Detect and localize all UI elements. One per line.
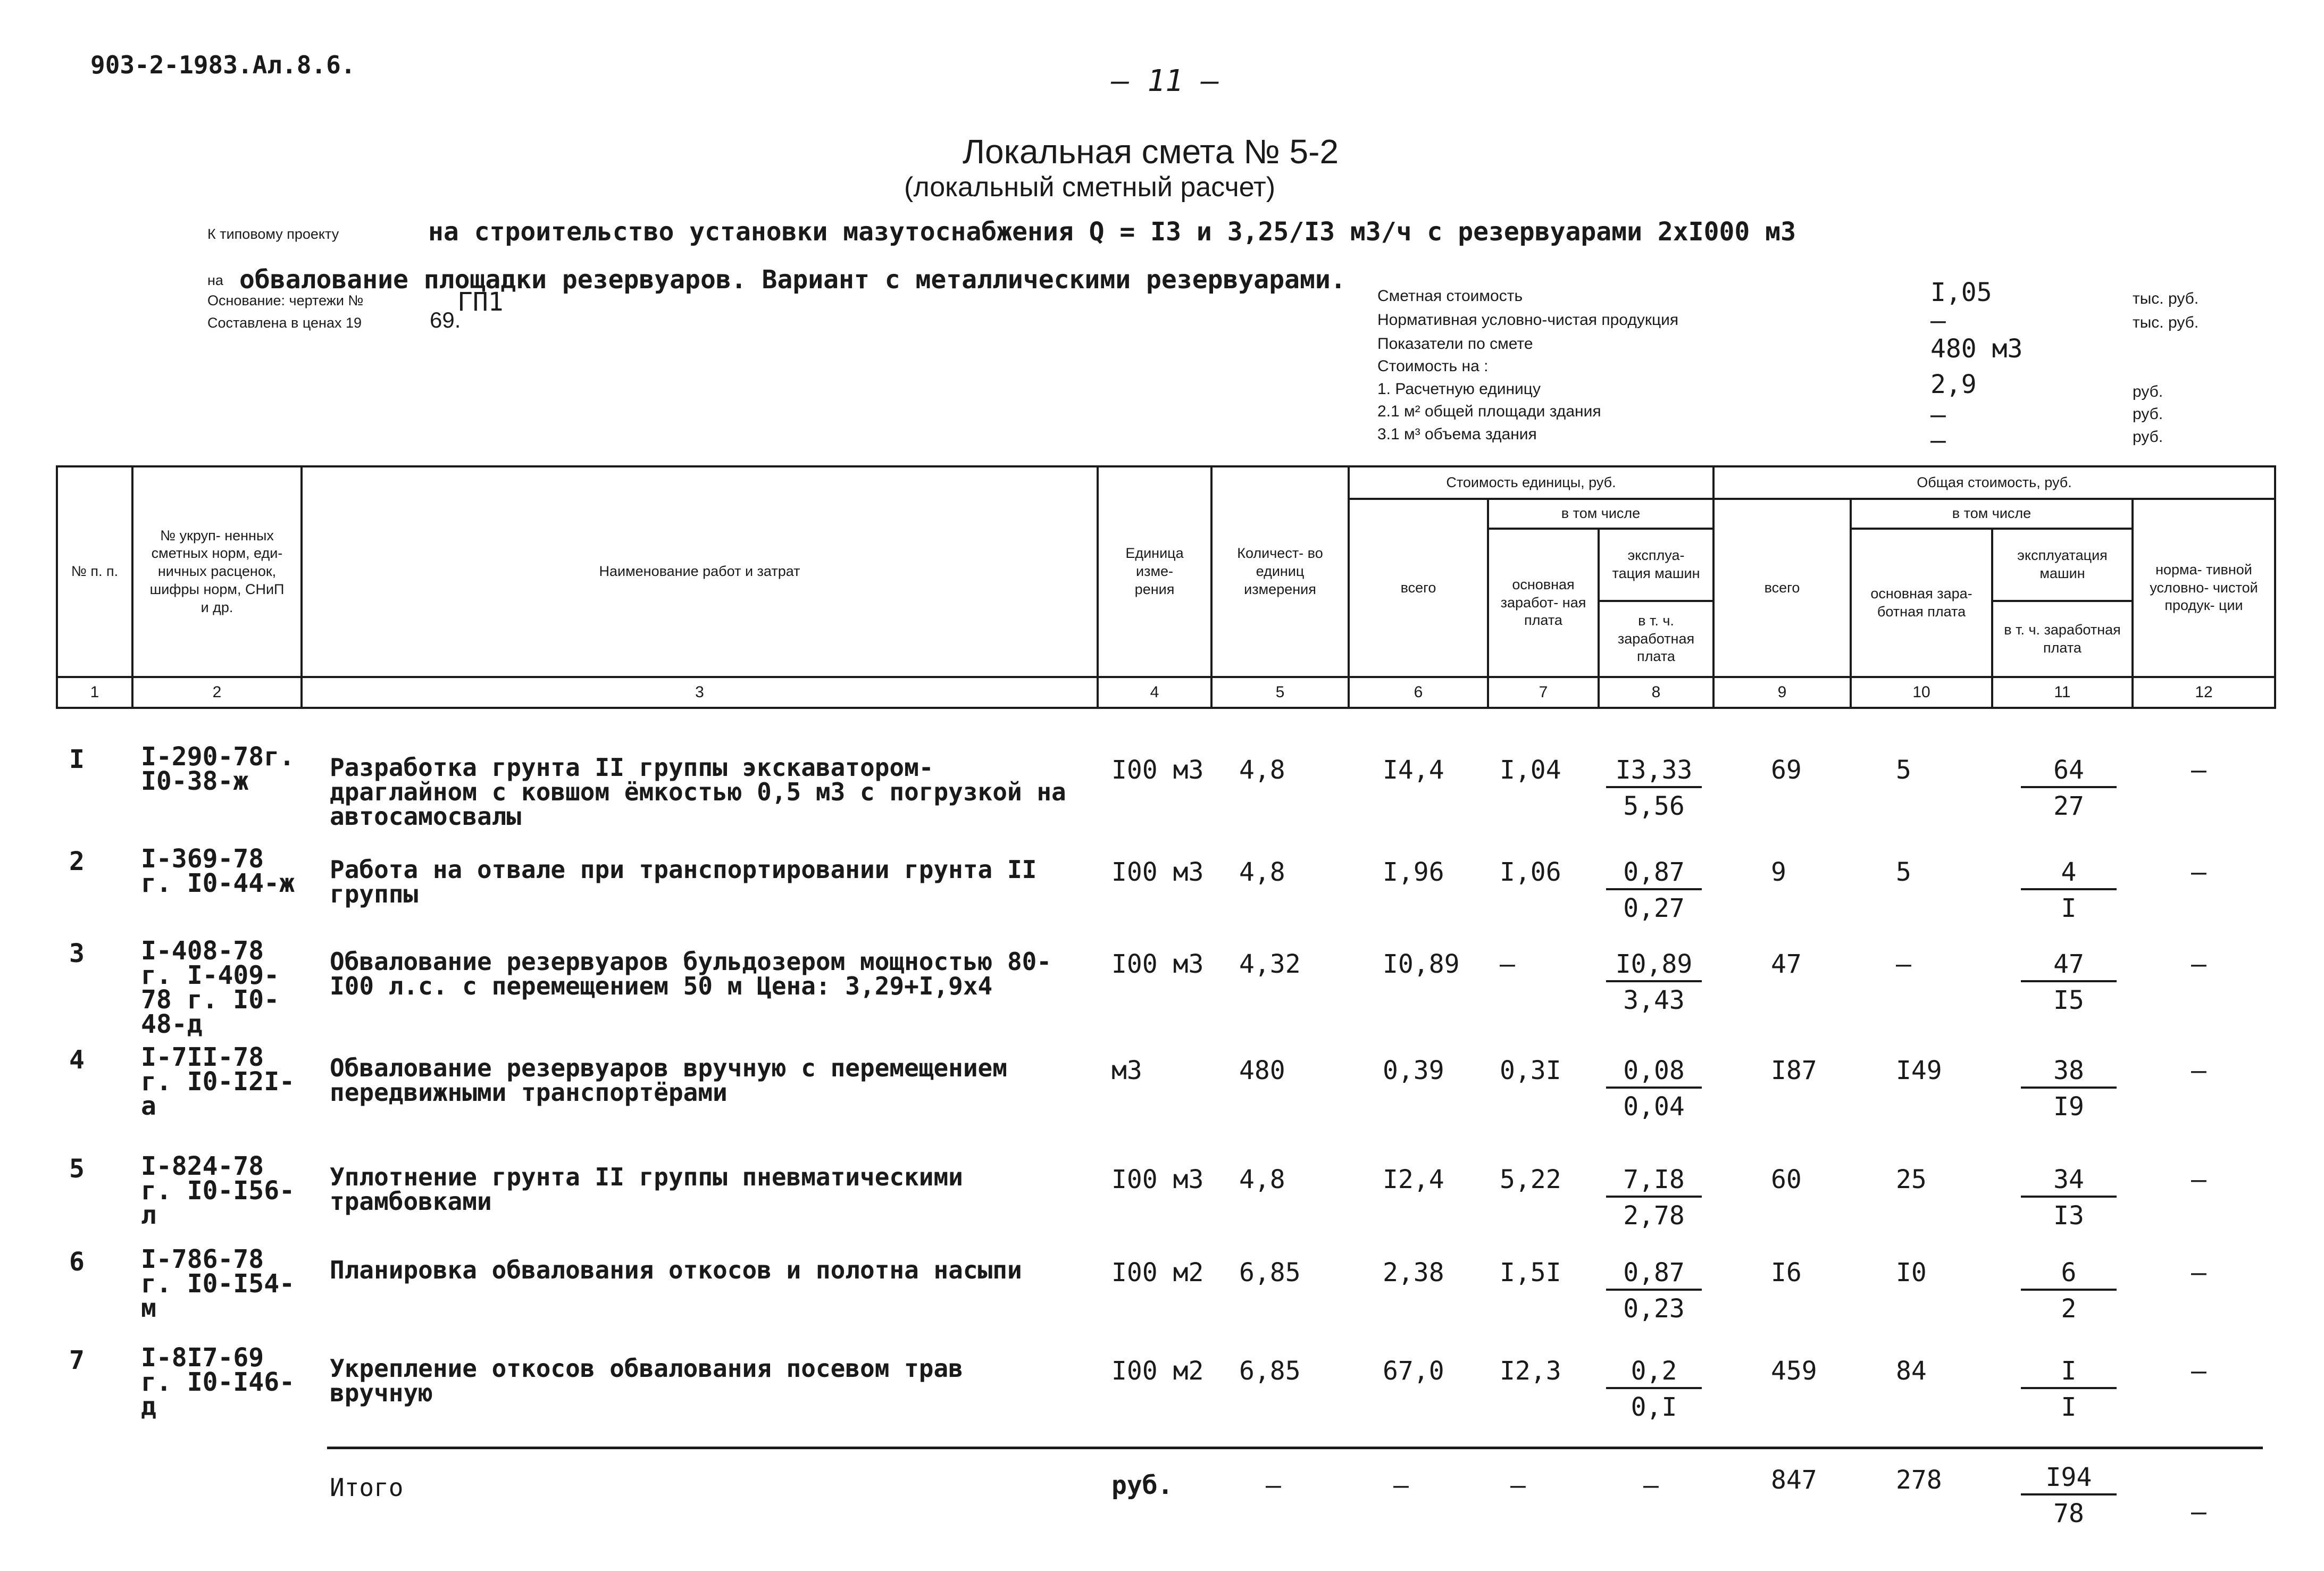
work-name: Укрепление откосов обвалования посевом трав вручную [330, 1354, 963, 1407]
prices-year: 69. [430, 307, 461, 332]
qty-cell: 4,32 [1239, 949, 1301, 979]
qty-cell: 4,8 [1239, 755, 1285, 785]
summary-value: – [1930, 425, 1946, 455]
header-col-11a [1991, 528, 2134, 602]
fraction-top: I94 [2021, 1463, 2117, 1495]
unit-total-cell: 67,0 [1383, 1356, 1444, 1386]
fraction-bottom: I5 [2053, 985, 2084, 1015]
unit-total-cell: 2,38 [1383, 1258, 1444, 1288]
header-col-11b [1991, 600, 2134, 678]
unit-cell: I00 м2 [1111, 1356, 1204, 1386]
norm-code: I-369-78 г. I0-44-ж [141, 844, 295, 898]
header-incl [1487, 498, 1715, 530]
row-number: 4 [69, 1045, 85, 1075]
unit-cell: м3 [1111, 1056, 1142, 1085]
basis-label: Основание: чертежи № [207, 293, 364, 308]
summary-label: 2.1 м² общей площади здания [1377, 403, 1601, 420]
fraction-bottom: I3 [2053, 1201, 2084, 1231]
total-cost-cell: 60 [1771, 1165, 1802, 1194]
header-col-9 [1712, 498, 1852, 678]
project-text: на строительство установки мазутоснабжения Q = I3 и 3,25/I3 м3/ч с резервуарами 2хI000 м3 [428, 217, 1796, 247]
total-wage-cell: 84 [1896, 1356, 1927, 1386]
col-number [1487, 676, 1600, 709]
col-number-label: 11 [2054, 683, 2071, 701]
col-number-label: 10 [1912, 683, 1930, 701]
col-number [2131, 676, 2276, 709]
total-unit: руб. [1111, 1470, 1173, 1500]
total-wage-cell: I0 [1896, 1258, 1927, 1288]
fraction-top: I [2021, 1356, 2117, 1389]
unit-machine-fraction [1606, 949, 1702, 1015]
total-cell: 847 [1771, 1465, 1817, 1495]
norm-code: I-786-78 г. I0-I54-м [141, 1244, 295, 1323]
summary-label: 1. Расчетную единицу [1377, 380, 1541, 398]
summary-label: Показатели по смете [1377, 335, 1533, 353]
summary-value: – [1930, 306, 1946, 336]
unit-machine-fraction [1606, 1165, 1702, 1231]
summary-unit: руб. [2133, 405, 2163, 423]
header-label: в т. ч. заработная плата [1617, 612, 1695, 665]
work-name: Обвалование резервуаров вручную с перемещением передвижными транспортёрами [330, 1054, 1007, 1107]
qty-cell: 4,8 [1239, 1165, 1285, 1194]
fraction-top: 64 [2021, 755, 2117, 788]
basis-value: ГП1 [457, 287, 504, 317]
col-number [1712, 676, 1852, 709]
unit-cell: I00 м3 [1111, 755, 1204, 785]
qty-cell: 6,85 [1239, 1356, 1301, 1386]
header-col-12 [2131, 498, 2276, 678]
work-text: обвалование площадки резервуаров. Вариант с металлическими резервуарами. [239, 265, 1346, 295]
summary-unit: тыс. руб. [2133, 314, 2199, 331]
fraction-bottom: I [2061, 1392, 2077, 1422]
fraction-top: 34 [2021, 1165, 2117, 1198]
fraction-top: 6 [2021, 1258, 2117, 1291]
net-product-cell: – [2191, 949, 2206, 979]
project-label: К типовому проекту [207, 226, 339, 242]
header-label: норма- тивной условно- чистой продук- ции [2150, 561, 2258, 614]
summary-label: Стоимость на : [1377, 357, 1489, 375]
total-cell: – [1643, 1470, 1659, 1500]
col-number [56, 676, 133, 709]
work-name: Планировка обвалования откосов и полотна насыпи [330, 1256, 1022, 1284]
summary-label: Сметная стоимость [1377, 287, 1523, 305]
header-col-1 [56, 465, 133, 678]
fraction-top: 4 [2021, 857, 2117, 890]
total-wage-cell: I49 [1896, 1056, 1942, 1085]
col-number-label: 7 [1539, 683, 1548, 701]
unit-wage-cell: – [1500, 949, 1515, 979]
header-col-3 [300, 465, 1099, 678]
unit-cell: I00 м3 [1111, 857, 1204, 887]
header-label: № п. п. [71, 563, 119, 580]
fraction-bottom: 2 [2061, 1294, 2077, 1324]
total-machine-fraction [2021, 1056, 2117, 1122]
unit-cell: I00 м3 [1111, 949, 1204, 979]
fraction-top: I0,89 [1606, 949, 1702, 982]
col-number-label: 4 [1150, 683, 1159, 701]
total-wage-cell: 5 [1896, 755, 1911, 785]
unit-cell: I00 м2 [1111, 1258, 1204, 1288]
unit-wage-cell: I,5I [1500, 1258, 1561, 1288]
total-cell: – [1510, 1470, 1526, 1500]
fraction-top: 7,I8 [1606, 1165, 1702, 1198]
fraction-bottom: 0,I [1631, 1392, 1677, 1422]
total-wage-cell: – [1896, 949, 1911, 979]
total-machine-fraction [2021, 1258, 2117, 1324]
total-machine-fraction [2021, 949, 2117, 1015]
fraction-bottom: 0,27 [1623, 893, 1685, 923]
page-number: — 11 — [1111, 64, 1219, 98]
total-cell: – [1266, 1470, 1281, 1500]
header-unit-cost [1348, 465, 1715, 500]
col-number [1991, 676, 2134, 709]
row-number: 6 [69, 1247, 85, 1277]
col-number [1598, 676, 1715, 709]
summary-unit: тыс. руб. [2133, 290, 2199, 307]
header-label: Единица изме- рения [1125, 545, 1184, 597]
total-cost-cell: 9 [1771, 857, 1786, 887]
header-col-5 [1210, 465, 1350, 678]
page-title: Локальная смета № 5-2 [963, 132, 1339, 171]
col-number-label: 8 [1651, 683, 1661, 701]
fraction-top: 38 [2021, 1056, 2117, 1089]
header-label: эксплуатация машин [2017, 547, 2108, 581]
work-name: Уплотнение грунта II группы пневматическими трамбовками [330, 1163, 963, 1216]
unit-wage-cell: 5,22 [1500, 1165, 1561, 1194]
col-number [1850, 676, 1993, 709]
total-cost-cell: 69 [1771, 755, 1802, 785]
unit-machine-fraction [1606, 1258, 1702, 1324]
header-col-7 [1487, 528, 1600, 678]
header-col-10 [1850, 528, 1993, 678]
unit-wage-cell: 0,3I [1500, 1056, 1561, 1085]
fraction-top: 0,2 [1606, 1356, 1702, 1389]
work-name: Работа на отвале при транспортировании грунта II группы [330, 855, 1037, 908]
header-label: в т. ч. заработная плата [2004, 621, 2121, 656]
unit-total-cell: I0,89 [1383, 949, 1460, 979]
fraction-bottom: 2,78 [1623, 1201, 1685, 1231]
header-col-2 [131, 465, 303, 678]
total-machine-fraction [2021, 857, 2117, 923]
net-product-cell: – [2191, 755, 2206, 785]
header-label: Количест- во единиц измерения [1237, 545, 1323, 597]
col-number [131, 676, 303, 709]
col-number-label: 5 [1275, 683, 1285, 701]
fraction-bottom: 78 [2053, 1499, 2084, 1528]
total-cost-cell: 47 [1771, 949, 1802, 979]
col-number-label: 1 [90, 683, 99, 701]
unit-total-cell: I2,4 [1383, 1165, 1444, 1194]
qty-cell: 480 [1239, 1056, 1285, 1085]
unit-machine-fraction [1606, 755, 1702, 821]
summary-label: 3.1 м³ объема здания [1377, 425, 1537, 443]
header-label: в том числе [1952, 505, 2032, 522]
col-number-label: 9 [1777, 683, 1787, 701]
total-machine-fraction [2021, 1165, 2117, 1231]
fraction-bottom: I9 [2053, 1092, 2084, 1122]
row-number: 3 [69, 939, 85, 968]
fraction-top: 0,08 [1606, 1056, 1702, 1089]
unit-total-cell: I,96 [1383, 857, 1444, 887]
header-label: Наименование работ и затрат [599, 563, 800, 580]
summary-label: Нормативная условно-чистая продукция [1377, 311, 1679, 329]
col-number [1210, 676, 1350, 709]
unit-total-cell: 0,39 [1383, 1056, 1444, 1085]
unit-wage-cell: I2,3 [1500, 1356, 1561, 1386]
header-label: основная заработ- ная плата [1500, 576, 1586, 629]
total-cell: 278 [1896, 1465, 1942, 1495]
row-number: I [69, 745, 85, 774]
unit-total-cell: I4,4 [1383, 755, 1444, 785]
fraction-bottom: 5,56 [1623, 791, 1685, 821]
header-label: эксплуа- тация машин [1612, 547, 1700, 581]
header-col-8a [1598, 528, 1715, 602]
header-label: № укруп- ненных сметных норм, еди- ничных расценок, шифры норм, СНиП и др. [149, 527, 285, 615]
summary-value: I,05 [1930, 278, 1992, 307]
total-cost-cell: I6 [1771, 1258, 1802, 1288]
header-label: Общая стоимость, руб. [1917, 474, 2072, 490]
page-subtitle: (локальный сметный расчет) [904, 172, 1276, 203]
col-number [1097, 676, 1213, 709]
header-label: Стоимость единицы, руб. [1446, 474, 1616, 490]
row-number: 5 [69, 1154, 85, 1184]
net-product-cell: – [2191, 1056, 2206, 1085]
qty-cell: 6,85 [1239, 1258, 1301, 1288]
norm-code: I-290-78г. I0-38-ж [141, 742, 295, 796]
qty-cell: 4,8 [1239, 857, 1285, 887]
col-number-label: 3 [695, 683, 704, 701]
unit-machine-fraction [1606, 1356, 1702, 1422]
unit-cell: I00 м3 [1111, 1165, 1204, 1194]
header-col-4 [1097, 465, 1213, 678]
header-label: всего [1400, 579, 1436, 596]
total-cost-cell: I87 [1771, 1056, 1817, 1085]
summary-value: 480 м3 [1930, 334, 2023, 364]
summary-value: 2,9 [1930, 370, 1977, 399]
work-label: на [207, 272, 223, 288]
col-number [300, 676, 1099, 709]
net-product-cell: – [2191, 1165, 2206, 1194]
summary-unit: руб. [2133, 428, 2163, 446]
document-id: 903-2-1983.Ал.8.6. [90, 51, 356, 79]
header-label: в том числе [1561, 505, 1641, 522]
net-product-cell: – [2191, 1258, 2206, 1288]
fraction-bottom: 27 [2053, 791, 2084, 821]
total-machine-fraction [2021, 1463, 2117, 1528]
row-number: 7 [69, 1346, 85, 1375]
norm-code: I-8I7-69 г. I0-I46-д [141, 1343, 295, 1422]
total-label: Итого [330, 1473, 404, 1502]
prices-label: Составлена в ценах 19 [207, 315, 362, 331]
fraction-top: 0,87 [1606, 1258, 1702, 1291]
total-machine-fraction [2021, 1356, 2117, 1422]
total-cell: – [1393, 1470, 1409, 1500]
fraction-bottom: 0,23 [1623, 1294, 1685, 1324]
work-name: Обвалование резервуаров бульдозером мощностью 80-I00 л.с. с перемещением 50 м Цена: 3,29+I,9х4 [330, 947, 1052, 1000]
header-col-8b [1598, 600, 1715, 678]
total-machine-fraction [2021, 755, 2117, 821]
net-product-cell: – [2191, 1356, 2206, 1386]
summary-unit: руб. [2133, 383, 2163, 400]
total-cell: – [2191, 1497, 2206, 1527]
unit-wage-cell: I,06 [1500, 857, 1561, 887]
unit-wage-cell: I,04 [1500, 755, 1561, 785]
col-number-label: 12 [2195, 683, 2213, 701]
fraction-bottom: 0,04 [1623, 1092, 1685, 1122]
col-number-label: 6 [1414, 683, 1423, 701]
unit-machine-fraction [1606, 1056, 1702, 1122]
col-number-label: 2 [212, 683, 222, 701]
fraction-bottom: 3,43 [1623, 985, 1685, 1015]
fraction-top: I3,33 [1606, 755, 1702, 788]
row-number: 2 [69, 847, 85, 876]
norm-code: I-408-78 г. I-409-78 г. I0-48-д [141, 936, 280, 1039]
header-label: основная зара- ботная плата [1870, 585, 1972, 620]
total-divider [327, 1447, 2263, 1449]
total-wage-cell: 5 [1896, 857, 1911, 887]
fraction-top: 0,87 [1606, 857, 1702, 890]
col-number [1348, 676, 1489, 709]
work-name: Разработка грунта II группы экскаватором-драглайном с ковшом ёмкостью 0,5 м3 с погрузкой на автосамосвалы [330, 753, 1066, 831]
fraction-top: 47 [2021, 949, 2117, 982]
net-product-cell: – [2191, 857, 2206, 887]
norm-code: I-824-78 г. I0-I56-л [141, 1151, 295, 1230]
total-cost-cell: 459 [1771, 1356, 1817, 1386]
header-label: всего [1764, 579, 1800, 596]
summary-value: – [1930, 400, 1946, 430]
fraction-bottom: I [2061, 893, 2077, 923]
unit-machine-fraction [1606, 857, 1702, 923]
norm-code: I-7II-78 г. I0-I2I-а [141, 1042, 295, 1121]
header-col-6 [1348, 498, 1489, 678]
header-total-cost [1712, 465, 2276, 500]
total-wage-cell: 25 [1896, 1165, 1927, 1194]
header-incl2 [1850, 498, 2134, 530]
